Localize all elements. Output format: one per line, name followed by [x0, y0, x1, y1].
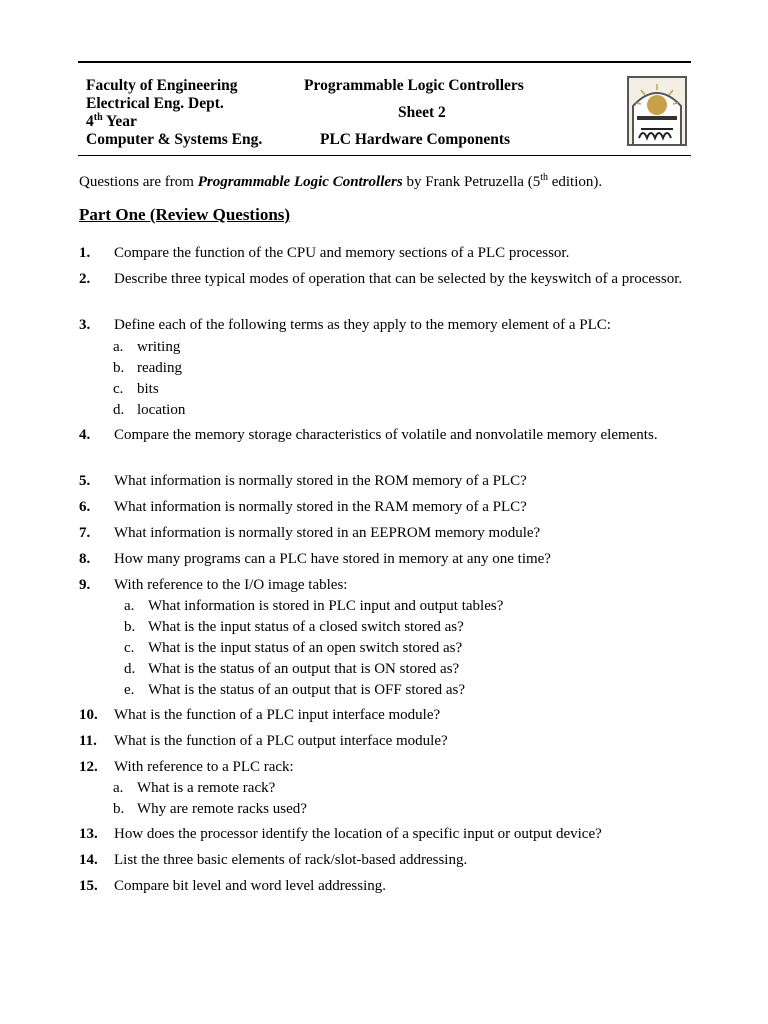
- question-number: 2.: [79, 271, 91, 287]
- question-number: 12.: [79, 759, 98, 775]
- question-9: [79, 575, 689, 596]
- year-label: 4th Year: [86, 111, 137, 130]
- question-number: 15.: [79, 878, 98, 894]
- sub-item: b. reading: [113, 360, 182, 376]
- question-text: What is the function of a PLC input interface module?: [114, 707, 441, 723]
- question-number: 9.: [79, 577, 91, 593]
- question-text: Compare bit level and word level addressing.: [114, 878, 387, 894]
- question-text: What is the function of a PLC output interface module?: [114, 733, 448, 749]
- question-8: [79, 549, 689, 570]
- question-number: 7.: [79, 525, 91, 541]
- question-text: How many programs can a PLC have stored in memory at any one time?: [114, 551, 551, 567]
- header-top-rule: [78, 61, 691, 63]
- course-title: Programmable Logic Controllers: [304, 77, 524, 94]
- sub-item: b. What is the input status of a closed switch stored as?: [124, 619, 464, 635]
- question-1: [79, 243, 689, 264]
- question-number: 13.: [79, 826, 98, 842]
- sub-item: d. location: [113, 402, 186, 418]
- question-number: 11.: [79, 733, 97, 749]
- sub-item: b. Why are remote racks used?: [113, 801, 307, 817]
- question-number: 3.: [79, 317, 91, 333]
- sub-item: a. writing: [113, 339, 181, 355]
- logo-band: [637, 116, 677, 120]
- sub-item: c. What is the input status of an open switch stored as?: [124, 640, 463, 656]
- question-11: [79, 731, 689, 752]
- sub-item: d. What is the status of an output that is ON stored as?: [124, 661, 460, 677]
- question-number: 5.: [79, 473, 91, 489]
- question-text: Define each of the following terms as they apply to the memory element of a PLC:: [114, 317, 611, 333]
- question-15: [79, 876, 689, 897]
- question-10: [79, 705, 689, 726]
- question-number: 4.: [79, 427, 91, 443]
- question-text: List the three basic elements of rack/slot-based addressing.: [114, 852, 468, 868]
- source-note: Questions are from Programmable Logic Controllers by Frank Petruzella (5th edition).: [79, 172, 603, 190]
- question-13: [79, 824, 689, 845]
- question-text: What information is normally stored in an EEPROM memory module?: [114, 525, 541, 541]
- sub-item: a. What is a remote rack?: [113, 780, 276, 796]
- program-label: Computer & Systems Eng.: [86, 131, 263, 148]
- sub-item: e. What is the status of an output that is OFF stored as?: [124, 682, 466, 698]
- question-number: 14.: [79, 852, 98, 868]
- question-number: 8.: [79, 551, 91, 567]
- faculty-label: Faculty of Engineering: [86, 77, 238, 94]
- question-14: [79, 850, 689, 871]
- question-3: [79, 315, 689, 336]
- sheet-topic: PLC Hardware Components: [320, 131, 511, 148]
- question-text: With reference to the I/O image tables:: [114, 577, 348, 593]
- department-label: Electrical Eng. Dept.: [86, 95, 224, 112]
- sheet-number: Sheet 2: [398, 104, 446, 121]
- sub-item: c. bits: [113, 381, 159, 397]
- question-4: [79, 425, 689, 446]
- university-logo: [627, 76, 687, 146]
- header-bottom-rule: [78, 155, 691, 156]
- question-text: Describe three typical modes of operation that can be selected by the keyswitch of a processor.: [114, 271, 683, 287]
- question-text: What information is normally stored in the ROM memory of a PLC?: [114, 473, 527, 489]
- question-number: 6.: [79, 499, 91, 515]
- logo-sun: [647, 95, 667, 115]
- question-5: [79, 471, 689, 492]
- question-text: With reference to a PLC rack:: [114, 759, 294, 775]
- question-2: [79, 269, 689, 290]
- question-12: [79, 757, 689, 778]
- question-text: How does the processor identify the location of a specific input or output device?: [114, 826, 602, 842]
- question-7: [79, 523, 689, 544]
- question-text: Compare the memory storage characteristics of volatile and nonvolatile memory elements.: [114, 427, 658, 443]
- question-text: What information is normally stored in the RAM memory of a PLC?: [114, 499, 527, 515]
- question-text: Compare the function of the CPU and memory sections of a PLC processor.: [114, 245, 570, 261]
- question-number: 10.: [79, 707, 98, 723]
- part-one-heading: Part One (Review Questions): [79, 205, 291, 224]
- question-6: [79, 497, 689, 518]
- sub-item: a. What information is stored in PLC input and output tables?: [124, 598, 504, 614]
- question-number: 1.: [79, 245, 91, 261]
